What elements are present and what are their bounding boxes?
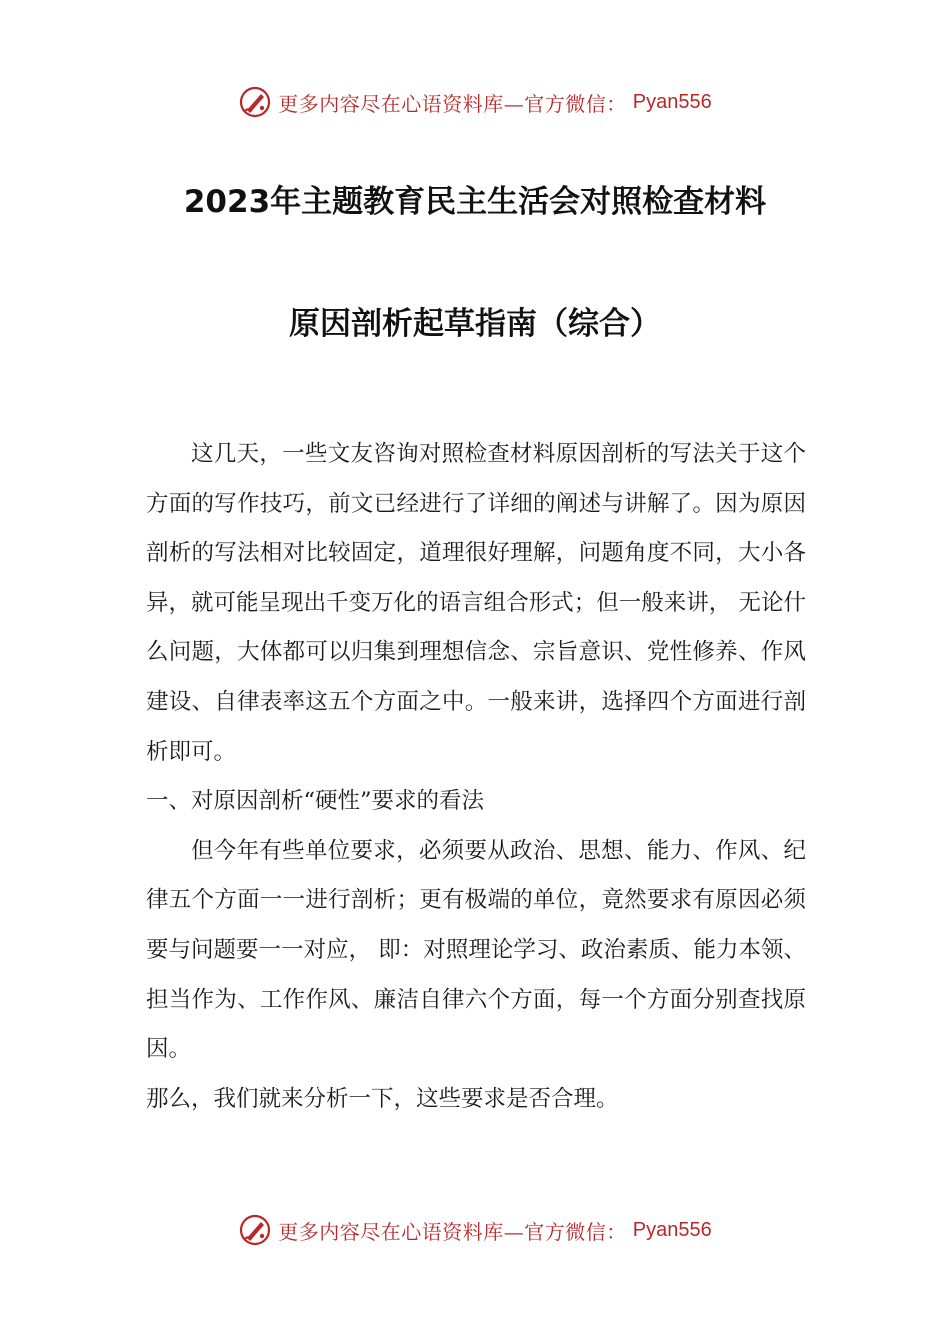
header-watermark xyxy=(0,82,950,122)
watermark-text: 更多内容尽在心语资料库—官方微信： xyxy=(278,1219,627,1244)
watermark-text: 更多内容尽在心语资料库—官方微信： xyxy=(278,91,627,116)
body-paragraph: 那么，我们就来分析一下，这些要求是否合理。 xyxy=(146,1085,619,1112)
watermark-wechat-id: Pyan556 xyxy=(632,90,712,113)
footer-watermark xyxy=(0,1210,950,1250)
body-paragraph: 但今年有些单位要求，必须要从政治、思想、能力、作风、纪律五个方面一一进行剖析；更有极端的单位，竟然要求有原因必须要与问题要一一对应， 即：对照理论学习、政治素质、能力本领、担当作为、工作作风、廉洁自律六个方面，每一个方面分别查找原因。 xyxy=(146,837,806,1063)
pen-seal-icon xyxy=(238,1213,272,1247)
document-title-line-2: 原因剖析起草指南（综合） xyxy=(289,306,661,342)
document-body xyxy=(146,430,806,1124)
watermark-wechat-id: Pyan556 xyxy=(632,1218,712,1241)
document-title-line-1: 2023年主题教育民主生活会对照检查材料 xyxy=(183,184,767,220)
section-heading: 一、对原因剖析“硬性”要求的看法 xyxy=(146,788,485,815)
body-paragraph: 这几天，一些文友咨询对照检查材料原因剖析的写法关于这个方面的写作技巧，前文已经进行了详细的阐述与讲解了。因为原因剖析的写法相对比较固定，道理很好理解，问题角度不同，大小各异，就可能呈现出千变万化的语言组合形式；但一般来讲， 无论什么问题，大体都可以归集到理想信念、宗旨意识、党性修养、作风建设、自律表率这五个方面之中。一般来讲，选择四个方面进行剖析即可。 xyxy=(146,441,806,765)
pen-seal-icon xyxy=(238,85,272,119)
